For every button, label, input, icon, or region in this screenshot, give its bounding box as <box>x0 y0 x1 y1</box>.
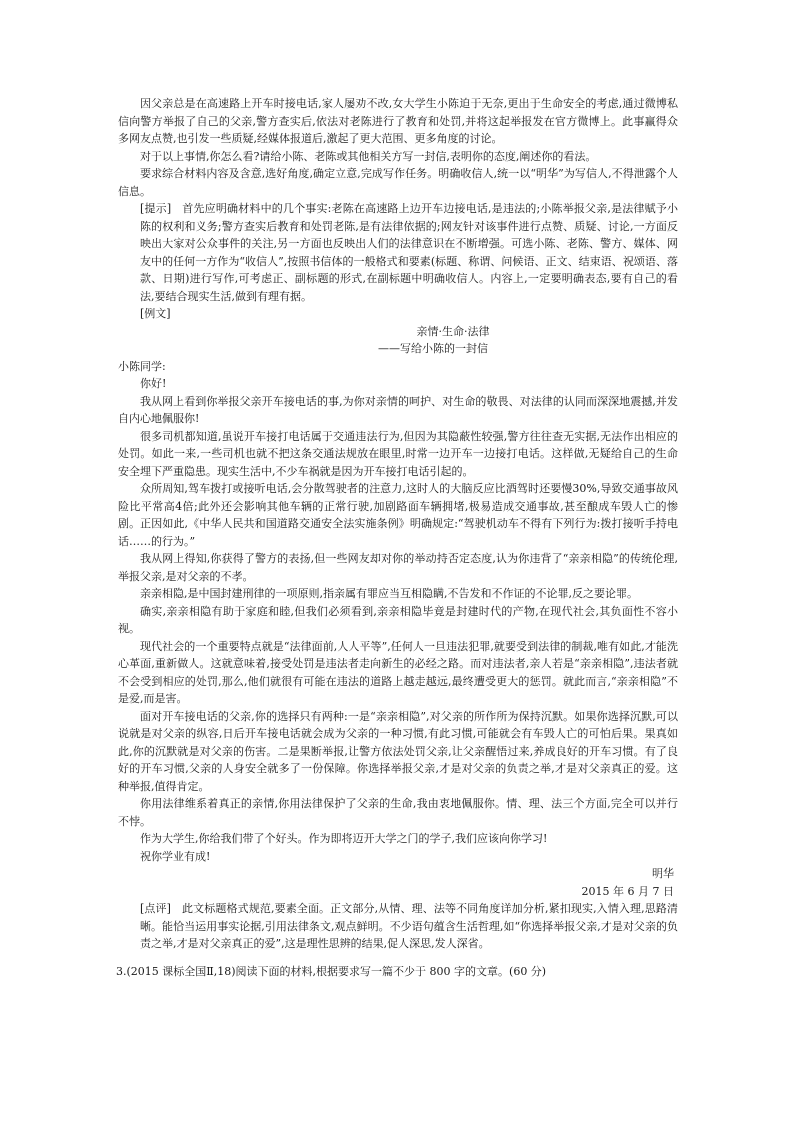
letter-paragraph: 我从网上看到你举报父亲开车接电话的事,为你对亲情的呵护、对生命的敬畏、对法律的认同而深深地震撼,并发自内心地佩服你! <box>118 394 678 425</box>
letter-closing: 祝你学业有成! <box>140 849 211 863</box>
letter-title: 亲情·生命·法律 <box>416 324 490 338</box>
document-body <box>118 95 678 980</box>
letter-subtitle: ——写给小陈的一封信 <box>378 342 488 355</box>
letter-paragraph: 众所周知,驾车拨打或接听电话,会分散驾驶者的注意力,这时人的大脑反应比酒驾时还要慢30%,导致交通事故风险比平常高4倍;此外还会影响其他车辆的正常行驶,加剧路面车辆拥堵,极易造成交通事故,甚至酿成车毁人亡的惨剧。正因如此,《中华人民共和国道路交通安全法实施条例》明确规定:“驾驶机动车不得有下列行为:拨打接听手持电话……的行为。” <box>118 482 678 548</box>
section-gap <box>118 953 678 963</box>
letter-paragraph: 我从网上得知,你获得了警方的表扬,但一些网友却对你的举动持否定态度,认为你违背了“亲亲相隐”的传统伦理,举报父亲,是对父亲的不孝。 <box>118 552 678 583</box>
letter-paragraph: 确实,亲亲相隐有助于家庭和睦,但我们必须看到,亲亲相隐毕竟是封建时代的产物,在现代社会,其负面性不容小视。 <box>118 604 678 635</box>
hint-text: 首先应明确材料中的几个事实:老陈在高速路上边开车边接电话,是违法的;小陈举报父亲,是法律赋予小陈的权利和义务;警方查实后教育和处罚老陈,是有法律依据的;网友针对该事件进行点赞、质疑、讨论,一方面反映出大家对公众事件的关注,另一方面也反映出人们的法律意识在不断增强。可选小陈、老陈、警方、媒体、网友中的任何一方作为“收信人”,按照书信体的一般格式和要素(标题、称谓、问候语、正文、结束语、祝颂语、落款、日期)进行写作,可考虑正、副标题的形式,在副标题中明确收信人。内容上,一定要明确表态,要有自己的看法,要结合现实生活,做到有理有据。 <box>140 202 678 303</box>
letter-paragraph: 很多司机都知道,虽说开车接打电话属于交通违法行为,但因为其隐蔽性较强,警方往往查无实据,无法作出相应的处罚。如此一来,一些司机也就不把这条交通法规放在眼里,时常一边开车一边接打电话。这样做,无疑给自己的生命安全埋下严重隐患。现实生活中,不少车祸就是因为开车接打电话引起的。 <box>118 429 678 478</box>
next-question: 3.(2015 课标全国Ⅱ,18)阅读下面的材料,根据要求写一篇不少于 800 字的文章。(60 分) <box>116 964 547 978</box>
letter-paragraph: 现代社会的一个重要特点就是“法律面前,人人平等”,任何人一旦违法犯罪,就要受到法律的制裁,唯有如此,才能洗心革面,重新做人。这就意味着,接受处罚是违法者走向新生的必经之路。而对违法者,亲人若是“亲亲相隐”,违法者就不会受到相应的处罚,那么,他们就很有可能在违法的道路上越走越远,最终遭受更大的惩罚。就此而言,“亲亲相隐”不是爱,而是害。 <box>118 639 678 705</box>
letter-salutation: 小陈同学: <box>118 359 166 373</box>
hint-paragraph <box>118 200 678 305</box>
comment-paragraph <box>118 900 678 953</box>
letter-greeting: 你好! <box>140 377 167 390</box>
letter-paragraph: 亲亲相隐,是中国封建刑律的一项原则,指亲属有罪应当互相隐瞒,不告发和不作证的不论罪,反之要论罪。 <box>140 587 638 600</box>
example-label: [例文] <box>140 307 171 320</box>
comment-label: [点评] <box>140 902 171 915</box>
comment-text: 此文标题格式规范,要素全面。正文部分,从情、理、法等不同角度详加分析,紧扣现实,入情入理,思路清晰。能恰当运用事实论据,引用法律条文,观点鲜明。不少语句蕴含生活哲理,如“你选择举报父亲,才是对父亲的负责之举,才是对父亲真正的爱”,这是理性思辨的结果,促人深思,发人深省。 <box>140 902 678 950</box>
letter-paragraph: 你用法律维系着真正的亲情,你用法律保护了父亲的生命,我由衷地佩服你。情、理、法三个方面,完全可以并行不悖。 <box>118 797 678 828</box>
material-paragraph-1: 因父亲总是在高速路上开车时接电话,家人屡劝不改,女大学生小陈迫于无奈,更出于生命安全的考虑,通过微博私信向警方举报了自己的父亲,警方查实后,依法对老陈进行了教育和处罚,并将这起举报发在官方微博上。此事赢得众多网友点赞,也引发一些质疑,经媒体报道后,激起了更大范围、更多角度的讨论。 <box>118 97 678 145</box>
hint-label: [提示] <box>140 202 172 215</box>
letter-paragraph: 面对开车接电话的父亲,你的选择只有两种:一是“亲亲相隐”,对父亲的所作所为保持沉默。如果你选择沉默,可以说就是对父亲的纵容,日后开车接电话就会成为父亲的一种习惯,有此习惯,可能就会有车毁人亡的可怕后果。果真如此,你的沉默就是对父亲的伤害。二是果断举报,让警方依法处罚父亲,让父亲醒悟过来,养成良好的开车习惯。有了良好的开车习惯,父亲的人身安全就多了一份保障。你选择举报父亲,才是对父亲的负责之举,才是对父亲真正的爱。这种举报,值得肯定。 <box>118 709 678 793</box>
letter-signature: 明华 <box>652 867 674 880</box>
letter-date: 2015 年 6 月 7 日 <box>581 884 674 898</box>
material-paragraph-2: 对于以上事情,你怎么看?请给小陈、老陈或其他相关方写一封信,表明你的态度,阐述你的看法。 <box>140 149 597 163</box>
material-paragraph-3: 要求综合材料内容及含意,选好角度,确定立意,完成写作任务。明确收信人,统一以“明华”为写信人,不得泄露个人信息。 <box>118 167 678 198</box>
letter-paragraph: 作为大学生,你给我们带了个好头。作为即将迈开大学之门的学子,我们应该向你学习! <box>140 832 548 845</box>
